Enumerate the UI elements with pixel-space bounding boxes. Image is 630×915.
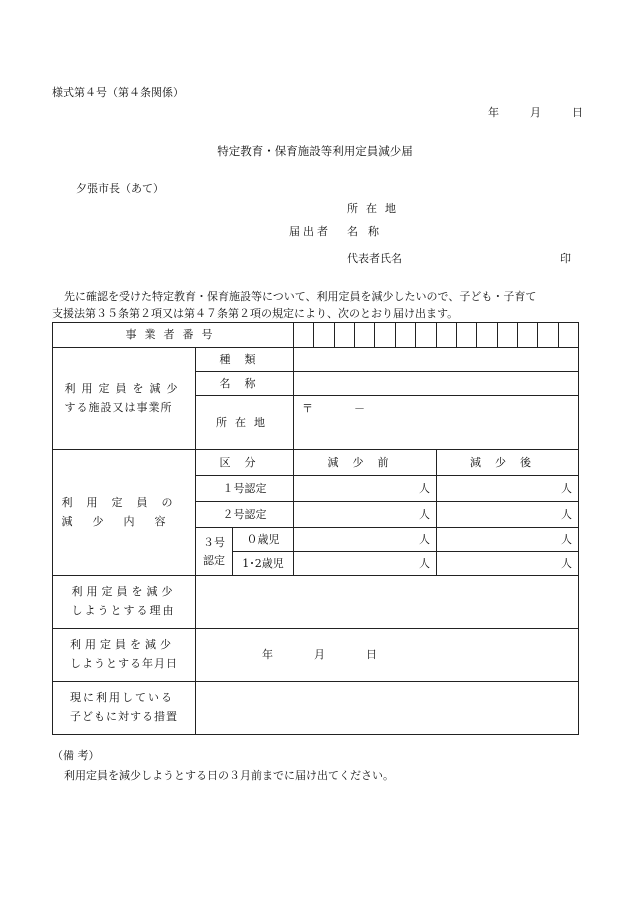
age12-label: 1･2歳児 (233, 552, 294, 576)
facility-type-label: 種類 (196, 348, 294, 372)
facility-location-field[interactable] (294, 396, 579, 450)
reduction-date-label (53, 629, 196, 682)
content-section-label (53, 450, 196, 576)
cert3-label (196, 528, 233, 576)
digit-box (517, 323, 537, 347)
date-year: 年 (488, 106, 499, 119)
business-number-boxes (294, 323, 578, 347)
measures-label-line-2: 子どもに対する措置 (70, 710, 178, 723)
digit-box (537, 323, 557, 347)
content-label-line-2: 減少内容 (61, 514, 186, 528)
category-label: 区分 (196, 450, 294, 476)
business-number-field[interactable] (294, 323, 579, 348)
digit-box (313, 323, 333, 347)
person-unit: 人 (419, 532, 430, 546)
business-number-row (53, 323, 579, 348)
facility-label-line-1: 利用定員を減少 (64, 381, 184, 395)
measures-label (53, 682, 196, 735)
reason-label-line-2: しようとする理由 (71, 604, 176, 617)
postal-mark: 〒 (302, 402, 313, 415)
facility-section-label (53, 348, 196, 450)
digit-box (436, 323, 456, 347)
postal-dash: － (354, 402, 365, 415)
person-unit: 人 (419, 481, 430, 495)
digit-box (456, 323, 476, 347)
representative-label: 代表者氏名 (347, 252, 402, 265)
digit-box (476, 323, 496, 347)
notification-form-table (52, 322, 579, 735)
reduction-date-label-line-1: 利用定員を減少 (70, 638, 175, 652)
facility-name-field[interactable] (294, 372, 579, 396)
category-header-row (53, 450, 579, 476)
applicant-label: 届出者 (289, 225, 331, 238)
date-month: 月 (530, 106, 541, 119)
after-label: 減少後 (437, 450, 579, 476)
form-number: 様式第４号（第４条関係） (52, 86, 184, 99)
person-unit: 人 (419, 556, 430, 570)
date-year: 年 (262, 648, 273, 662)
person-unit: 人 (561, 507, 572, 521)
reason-label (53, 576, 196, 629)
digit-box (374, 323, 394, 347)
age12-before-field[interactable] (294, 552, 437, 576)
reason-row (53, 576, 579, 629)
business-number-label: 事業者番号 (53, 323, 294, 348)
before-label: 減少前 (294, 450, 437, 476)
body-text-line-1: 先に確認を受けた特定教育・保育施設等について、利用定員を減少したいので、子ども・子育て (64, 290, 537, 303)
person-unit: 人 (561, 532, 572, 546)
digit-box (334, 323, 354, 347)
cert1-after-field[interactable] (437, 476, 579, 502)
date-day: 日 (572, 106, 583, 119)
reason-label-line-1: 利用定員を減少 (71, 585, 177, 599)
digit-box (395, 323, 415, 347)
digit-box (558, 323, 578, 347)
person-unit: 人 (561, 556, 572, 570)
person-unit: 人 (419, 507, 430, 521)
notes-label: （備 考） (52, 749, 100, 762)
cert2-before-field[interactable] (294, 502, 437, 528)
age0-before-field[interactable] (294, 528, 437, 552)
facility-type-field[interactable] (294, 348, 579, 372)
digit-box (294, 323, 313, 347)
measures-row (53, 682, 579, 735)
measures-label-line-1: 現に利用している (70, 691, 174, 705)
notes-text: 利用定員を減少しようとする日の３月前までに届け出てください。 (64, 769, 394, 782)
facility-label-line-2: する施設又は事業所 (64, 400, 173, 414)
applicant-name-label: 名称 (347, 225, 389, 238)
reduction-date-label-line-2: しようとする年月日 (70, 657, 178, 670)
body-text-line-2: 支援法第３５条第２項又は第４７条第２項の規定により、次のとおり届け出ます。 (52, 307, 459, 320)
age0-label: ０歳児 (233, 528, 294, 552)
age12-after-field[interactable] (437, 552, 579, 576)
seal-mark: 印 (560, 252, 571, 265)
digit-box (497, 323, 517, 347)
cert2-after-field[interactable] (437, 502, 579, 528)
cert1-before-field[interactable] (294, 476, 437, 502)
reduction-date-field[interactable] (196, 629, 579, 682)
digit-box (415, 323, 435, 347)
date-month: 月 (314, 648, 325, 662)
measures-field[interactable] (196, 682, 579, 735)
facility-type-row (53, 348, 579, 372)
age0-after-field[interactable] (437, 528, 579, 552)
content-label-line-1: 利用定員の (61, 495, 187, 509)
cert3-label-line-2: 認定 (203, 553, 225, 567)
reduction-date-row (53, 629, 579, 682)
applicant-address-label: 所在地 (347, 202, 404, 215)
cert2-label: ２号認定 (196, 502, 294, 528)
date-day: 日 (366, 648, 377, 662)
person-unit: 人 (561, 481, 572, 495)
facility-name-label: 名称 (196, 372, 294, 396)
addressee: 夕張市長（あて） (76, 182, 164, 195)
document-title: 特定教育・保育施設等利用定員減少届 (217, 144, 413, 158)
cert1-label: １号認定 (196, 476, 294, 502)
reason-field[interactable] (196, 576, 579, 629)
submission-date (488, 104, 583, 120)
cert3-label-line-1: ３号 (203, 535, 225, 549)
digit-box (354, 323, 374, 347)
facility-location-label: 所在地 (196, 396, 294, 450)
